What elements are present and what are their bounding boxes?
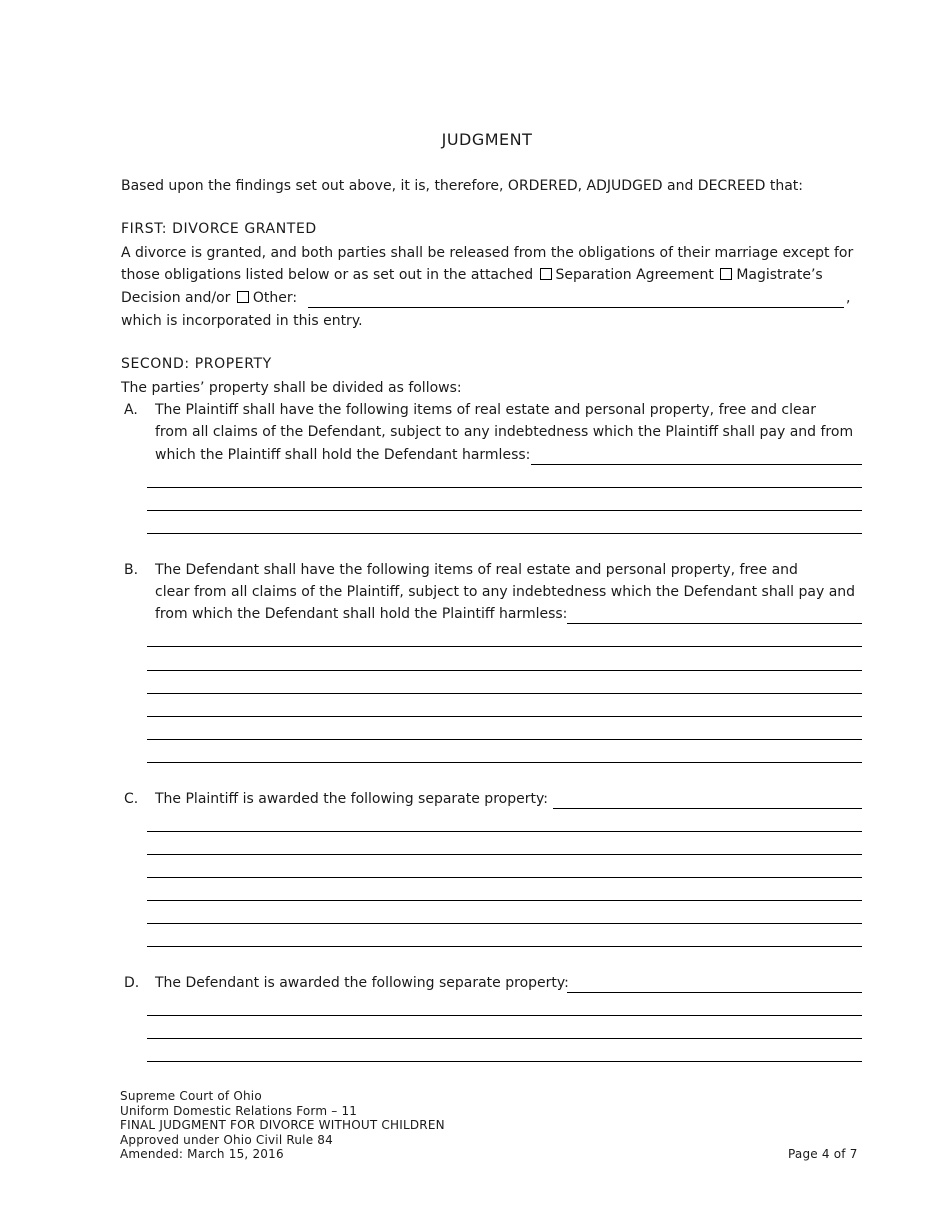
first-line-2-text: those obligations listed below or as set out in the attached	[121, 267, 534, 283]
item-b-line-2: clear from all claims of the Plaintiff, subject to any indebtedness which the Defendant shall pay and	[155, 584, 856, 600]
magistrate-decision-checkbox[interactable]	[720, 268, 732, 280]
second-intro: The parties’ property shall be divided as follows:	[121, 380, 462, 396]
separation-agreement-label: Separation Agreement	[555, 267, 714, 283]
item-b-line-1: The Defendant shall have the following items of real estate and personal property, free and	[155, 562, 798, 578]
item-a-fill-line[interactable]	[147, 533, 862, 534]
magistrate-decision-label: Magistrate’s	[736, 267, 823, 283]
item-b-fill-line[interactable]	[147, 716, 862, 717]
other-input-line[interactable]	[308, 307, 844, 308]
item-d-fill-line[interactable]	[147, 1061, 862, 1062]
other-comma: ,	[846, 290, 851, 306]
item-b-fill-line[interactable]	[147, 646, 862, 647]
item-c-fill-line[interactable]	[553, 808, 862, 809]
item-b-fill-line[interactable]	[567, 623, 862, 624]
first-line-3-text: Decision and/or	[121, 290, 231, 306]
item-d-line-1: The Defendant is awarded the following separate property:	[155, 975, 569, 991]
footer-form-title: FINAL JUDGMENT FOR DIVORCE WITHOUT CHILDREN	[120, 1118, 445, 1132]
item-c-fill-line[interactable]	[147, 831, 862, 832]
item-c-letter: C.	[124, 791, 139, 807]
item-a-fill-line[interactable]	[147, 487, 862, 488]
item-a-fill-line[interactable]	[147, 510, 862, 511]
item-a-fill-line[interactable]	[531, 464, 862, 465]
first-heading: FIRST: DIVORCE GRANTED	[121, 221, 317, 237]
page-title: JUDGMENT	[441, 130, 533, 149]
separation-agreement-checkbox[interactable]	[540, 268, 552, 280]
first-line-2	[121, 267, 823, 283]
item-d-letter: D.	[124, 975, 140, 991]
item-c-fill-line[interactable]	[147, 923, 862, 924]
first-line-3	[121, 290, 297, 306]
item-c-fill-line[interactable]	[147, 877, 862, 878]
page-number: Page 4 of 7	[788, 1147, 858, 1161]
footer-approval: Approved under Ohio Civil Rule 84	[120, 1132, 333, 1147]
other-label: Other:	[252, 290, 298, 306]
footer-form-number: Uniform Domestic Relations Form – 11	[120, 1103, 358, 1118]
item-c-fill-line[interactable]	[147, 946, 862, 947]
item-d-fill-line[interactable]	[147, 1038, 862, 1039]
item-b-letter: B.	[124, 562, 139, 578]
item-a-line-2: from all claims of the Defendant, subject to any indebtedness which the Plaintiff shall pay and from	[155, 424, 854, 440]
item-b-fill-line[interactable]	[147, 693, 862, 694]
footer-court: Supreme Court of Ohio	[120, 1089, 262, 1103]
other-checkbox[interactable]	[237, 291, 249, 303]
item-c-fill-line[interactable]	[147, 900, 862, 901]
item-b-line-3: from which the Defendant shall hold the Plaintiff harmless:	[155, 606, 568, 622]
intro-paragraph: Based upon the findings set out above, it is, therefore, ORDERED, ADJUDGED and DECREED that:	[121, 178, 803, 194]
item-a-line-1: The Plaintiff shall have the following items of real estate and personal property, free and clear	[155, 402, 816, 418]
first-line-1: A divorce is granted, and both parties shall be released from the obligations of their marriage except for	[121, 245, 854, 261]
second-heading: SECOND: PROPERTY	[121, 356, 272, 372]
item-d-fill-line[interactable]	[147, 1015, 862, 1016]
item-d-fill-line[interactable]	[567, 992, 862, 993]
item-c-fill-line[interactable]	[147, 854, 862, 855]
first-line-4: which is incorporated in this entry.	[121, 313, 363, 329]
item-a-line-3: which the Plaintiff shall hold the Defendant harmless:	[155, 447, 531, 463]
item-c-line-1: The Plaintiff is awarded the following separate property:	[155, 791, 548, 807]
item-a-letter: A.	[124, 402, 138, 418]
item-b-fill-line[interactable]	[147, 739, 862, 740]
footer-info	[120, 1089, 445, 1162]
footer-amended: Amended: March 15, 2016	[120, 1147, 284, 1161]
item-b-fill-line[interactable]	[147, 762, 862, 763]
item-b-fill-line[interactable]	[147, 670, 862, 671]
